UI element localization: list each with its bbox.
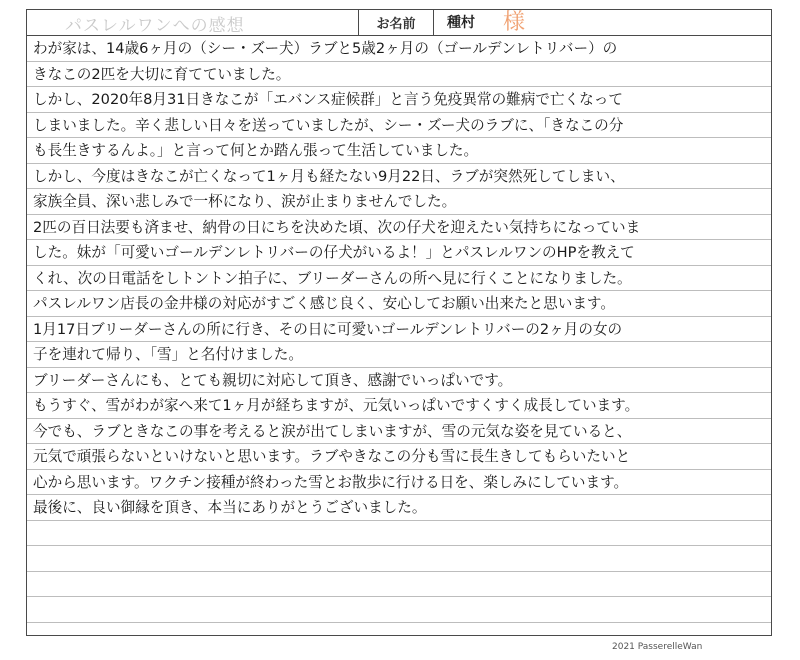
testimonial-body [27, 36, 771, 648]
text-line [27, 521, 771, 547]
name-value: 種村 [447, 15, 475, 31]
text-line: 1月17日ブリーダーさんの所に行き、その日に可愛いゴールデンレトリバーの2ヶ月の女の [27, 317, 771, 343]
text-line: 元気で頑張らないといけないと思います。ラブやきなこの分も雪に長生きしてもらいたいと [27, 444, 771, 470]
text-line: 最後に、良い御縁を頂き、本当にありがとうございました。 [27, 495, 771, 521]
testimonial-form [26, 9, 772, 636]
text-line: した。妹が「可愛いゴールデンレトリバーの仔犬がいるよ！」とパスレルワンのHPを教えて [27, 240, 771, 266]
text-line: 子を連れて帰り、「雪」と名付けました。 [27, 342, 771, 368]
text-line [27, 597, 771, 623]
text-line: しまいました。辛く悲しい日々を送っていましたが、シー・ズー犬のラブに、「きなこの分 [27, 113, 771, 139]
text-line: パスレルワン店長の金井様の対応がすごく感じ良く、安心してお願い出来たと思います。 [27, 291, 771, 317]
name-label: お名前 [358, 10, 434, 35]
text-line [27, 572, 771, 598]
text-line: 今でも、ラブときなこの事を考えると涙が出てしまいますが、雪の元気な姿を見ていると、 [27, 419, 771, 445]
text-line: しかし、2020年8月31日きなこが「エバンス症候群」と言う免疫異常の難病で亡くなって [27, 87, 771, 113]
text-line [27, 546, 771, 572]
text-line: きなこの2匹を大切に育てていました。 [27, 62, 771, 88]
text-line: わが家は、14歳6ヶ月の（シー・ズー犬）ラブと5歳2ヶ月の（ゴールデンレトリバー）の [27, 36, 771, 62]
text-line: 家族全員、深い悲しみで一杯になり、涙が止まりませんでした。 [27, 189, 771, 215]
honorific-suffix: 様 [503, 10, 526, 35]
text-line: 2匹の百日法要も済ませ、納骨の日にちを決めた頃、次の仔犬を迎えたい気持ちになっていま [27, 215, 771, 241]
text-line: しかし、今度はきなこが亡くなって1ヶ月も経たない9月22日、ラブが突然死してしまい、 [27, 164, 771, 190]
text-line: もうすぐ、雪がわが家へ来て1ヶ月が経ちますが、元気いっぱいですくすく成長しています。 [27, 393, 771, 419]
text-line: ブリーダーさんにも、とても親切に対応して頂き、感謝でいっぱいです。 [27, 368, 771, 394]
form-header [27, 10, 771, 36]
text-line: 心から思います。ワクチン接種が終わった雪とお散歩に行ける日を、楽しみにしています。 [27, 470, 771, 496]
text-line: くれ、次の日電話をしトントン拍子に、ブリーダーさんの所へ見に行くことになりました。 [27, 266, 771, 292]
form-title: パスレルワンへの感想 [65, 16, 245, 36]
text-line: も長生きするんよ。」と言って何とか踏ん張って生活していました。 [27, 138, 771, 164]
copyright-text: 2021 PasserelleWan [612, 642, 703, 652]
